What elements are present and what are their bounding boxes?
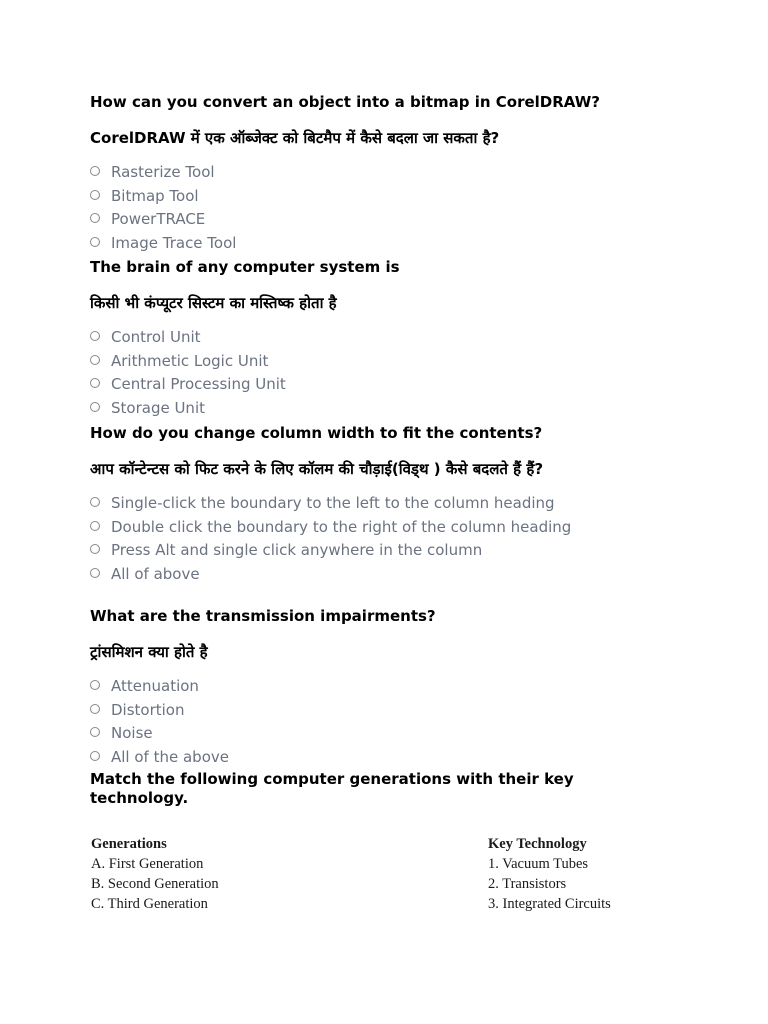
generation-item: B. Second Generation [91, 876, 219, 892]
option-bitmap-tool[interactable] [90, 187, 680, 211]
generations-header: Generations [91, 836, 167, 852]
option-label: Rasterize Tool [111, 163, 215, 181]
question-3-english: How do you change column width to fit the contents? [90, 424, 543, 442]
radio-button-icon[interactable] [90, 402, 100, 412]
option-label: Arithmetic Logic Unit [111, 351, 269, 370]
option-rasterize-tool[interactable] [90, 163, 680, 187]
option-label: Storage Unit [111, 399, 205, 418]
option-all-of-above[interactable] [90, 565, 680, 589]
option-all-of-the-above[interactable] [90, 748, 680, 772]
option-storage-unit[interactable] [90, 399, 680, 423]
generations-column [91, 834, 219, 914]
question-1-english: How can you convert an object into a bitmap in CorelDRAW? [90, 93, 600, 111]
question-1 [90, 93, 680, 258]
generation-item: A. First Generation [91, 856, 204, 872]
radio-button-icon[interactable] [90, 190, 100, 200]
option-label: PowerTRACE [111, 210, 206, 229]
question-2 [90, 258, 680, 423]
radio-button-icon[interactable] [90, 166, 100, 176]
radio-button-icon[interactable] [90, 727, 100, 737]
option-noise[interactable] [90, 724, 680, 748]
radio-button-icon[interactable] [90, 355, 100, 365]
option-central-processing-unit[interactable] [90, 375, 680, 399]
option-double-click-right[interactable] [90, 518, 680, 542]
option-label: Central Processing Unit [111, 375, 286, 394]
option-label: Single-click the boundary to the left to the column heading [111, 494, 555, 512]
option-image-trace-tool[interactable] [90, 234, 680, 258]
option-powertrace[interactable] [90, 210, 680, 234]
radio-button-icon[interactable] [90, 680, 100, 690]
question-2-options [90, 328, 680, 423]
option-label: Attenuation [111, 677, 199, 695]
option-label: Press Alt and single click anywhere in the column [111, 541, 483, 560]
radio-button-icon[interactable] [90, 378, 100, 388]
radio-button-icon[interactable] [90, 521, 100, 531]
radio-button-icon[interactable] [90, 704, 100, 714]
generation-item: C. Third Generation [91, 896, 208, 912]
option-single-click-left[interactable] [90, 494, 680, 518]
option-label: All of the above [111, 748, 229, 767]
question-3 [90, 424, 680, 589]
question-2-hindi: किसी भी कंप्यूटर सिस्टम का मस्तिष्क होता है [90, 294, 337, 312]
question-2-english: The brain of any computer system is [90, 258, 400, 276]
option-label: Double click the boundary to the right of the column heading [111, 517, 572, 536]
key-technology-column [488, 834, 611, 914]
option-control-unit[interactable] [90, 328, 680, 352]
radio-button-icon[interactable] [90, 331, 100, 341]
question-4 [90, 607, 680, 772]
option-distortion[interactable] [90, 701, 680, 725]
question-1-hindi: CorelDRAW में एक ऑब्जेक्ट को बिटमैप में कैसे बदला जा सकता है? [90, 129, 500, 147]
radio-button-icon[interactable] [90, 497, 100, 507]
question-4-english: What are the transmission impairments? [90, 607, 436, 625]
technology-item: 3. Integrated Circuits [488, 896, 611, 912]
match-question-english: Match the following computer generations with their key technology. [90, 770, 574, 807]
radio-button-icon[interactable] [90, 751, 100, 761]
option-arithmetic-logic-unit[interactable] [90, 352, 680, 376]
option-label: All of above [111, 565, 200, 584]
option-label: Distortion [111, 700, 185, 719]
question-4-options [90, 677, 680, 772]
technology-item: 1. Vacuum Tubes [488, 856, 589, 872]
question-1-options [90, 163, 680, 258]
match-question [90, 770, 680, 912]
radio-button-icon[interactable] [90, 213, 100, 223]
question-3-options [90, 494, 680, 589]
option-label: Noise [111, 724, 153, 743]
key-technology-header: Key Technology [488, 836, 587, 852]
technology-item: 2. Transistors [488, 876, 567, 892]
option-press-alt[interactable] [90, 541, 680, 565]
question-3-hindi: आप कॉन्टेन्टस को फिट करने के लिए कॉलम की चौड़ाई(विड्थ ) कैसे बदलते हैं हैं? [90, 460, 544, 478]
radio-button-icon[interactable] [90, 237, 100, 247]
radio-button-icon[interactable] [90, 544, 100, 554]
option-attenuation[interactable] [90, 677, 680, 701]
question-4-hindi: ट्रांसमिशन क्या होते है [90, 643, 208, 661]
radio-button-icon[interactable] [90, 568, 100, 578]
option-label: Image Trace Tool [111, 234, 237, 253]
option-label: Bitmap Tool [111, 186, 199, 205]
option-label: Control Unit [111, 328, 201, 346]
